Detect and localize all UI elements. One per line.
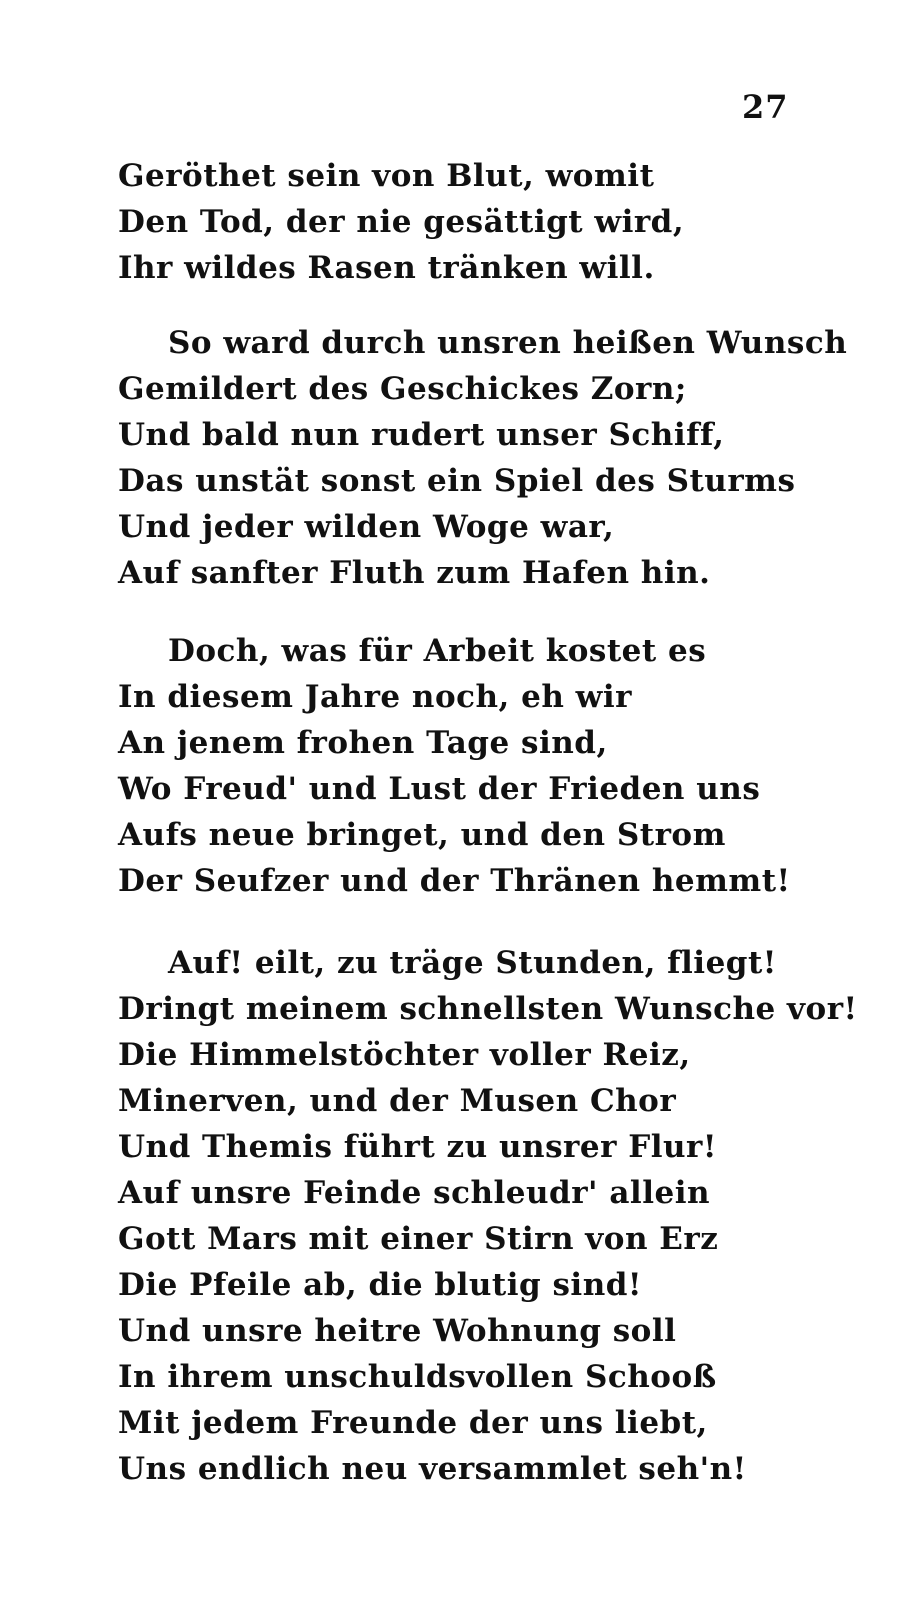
poem-line: Und unsre heitre Wohnung soll [118,1313,677,1349]
stanza-3 [118,628,791,904]
poem-line: Den Tod, der nie gesättigt wird, [118,204,685,240]
poem-line: Gemildert des Geschickes Zorn; [118,371,687,407]
poem-line: Aufs neue bringet, und den Strom [118,817,726,853]
poem-line: Das unstät sonst ein Spiel des Sturms [118,463,796,499]
poem-line: Auf unsre Feinde schleudr' allein [118,1175,711,1211]
poem-line: Wo Freud' und Lust der Frieden uns [118,771,761,807]
poem-line: Mit jedem Freunde der uns liebt, [118,1405,708,1441]
stanza-4 [118,940,858,1492]
poem-line: Geröthet sein von Blut, womit [118,158,655,194]
poem-line: Auf sanfter Fluth zum Hafen hin. [118,555,711,591]
poem-line: Und bald nun rudert unser Schiff, [118,417,725,453]
poem-line: Der Seufzer und der Thränen hemmt! [118,863,791,899]
poem-line: Die Himmelstöchter voller Reiz, [118,1037,691,1073]
poem-line: Minerven, und der Musen Chor [118,1083,677,1119]
poem-line: Uns endlich neu versammlet seh'n! [118,1451,747,1487]
stanza-1 [118,153,718,291]
stanza-2 [118,320,848,596]
poem-line: Und Themis führt zu unsrer Flur! [118,1129,717,1165]
page-number: 27 [742,88,789,126]
poem-line: Gott Mars mit einer Stirn von Erz [118,1221,719,1257]
poem-line: In diesem Jahre noch, eh wir [118,679,632,715]
poem-line: Dringt meinem schnellsten Wunsche vor! [118,991,858,1027]
poem-line: Auf! eilt, zu träge Stunden, fliegt! [168,945,777,981]
poem-line: Und jeder wilden Woge war, [118,509,615,545]
poem-line: In ihrem unschuldsvollen Schooß [118,1359,717,1395]
poem-line: Ihr wildes Rasen tränken will. [118,250,655,286]
poem-line: Die Pfeile ab, die blutig sind! [118,1267,643,1303]
poem-line: Doch, was für Arbeit kostet es [168,633,707,669]
poem-line: So ward durch unsren heißen Wunsch [168,325,848,361]
poem-line: An jenem frohen Tage sind, [118,725,608,761]
